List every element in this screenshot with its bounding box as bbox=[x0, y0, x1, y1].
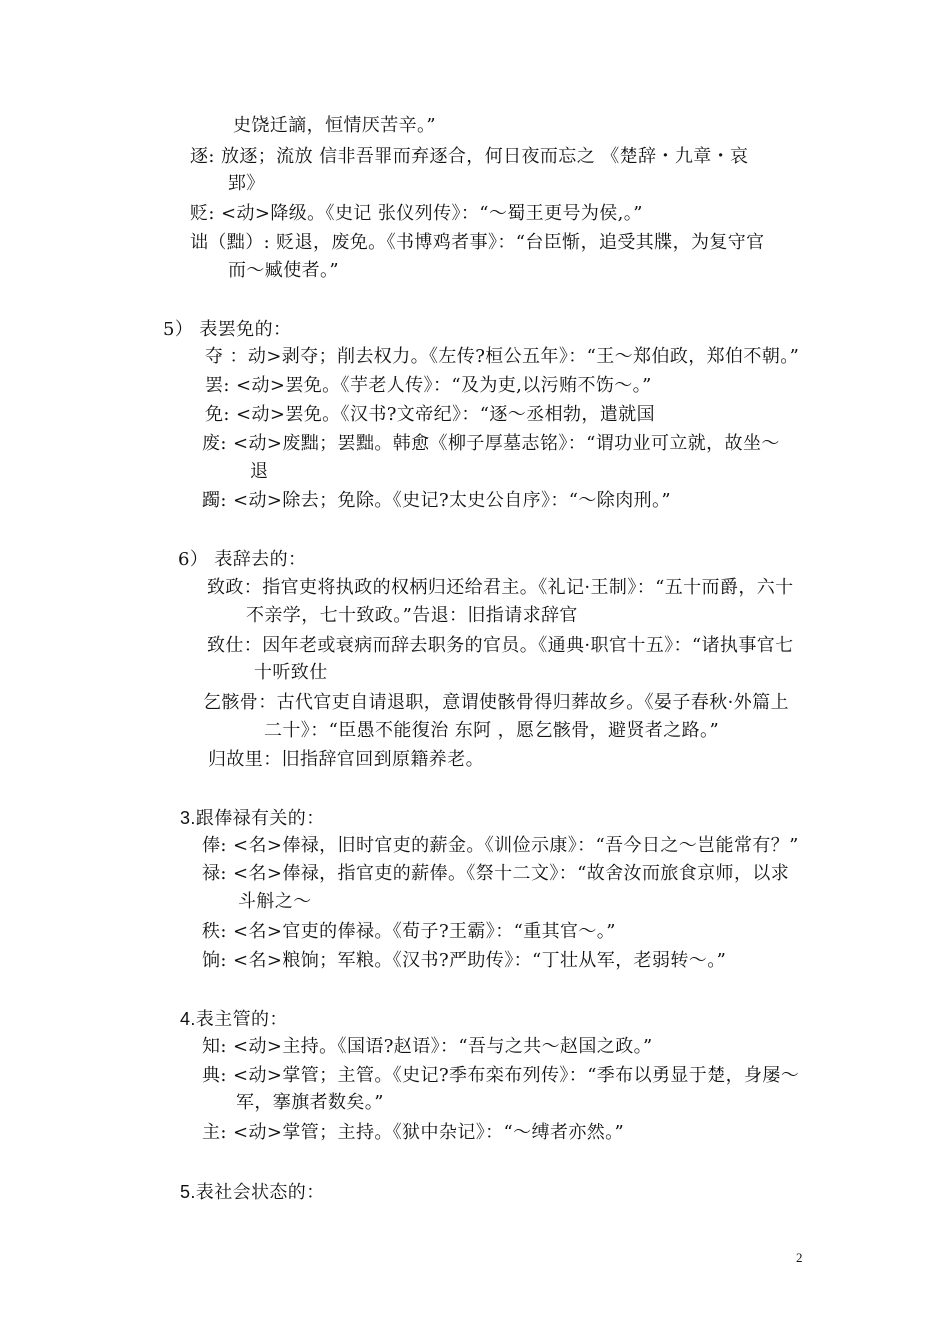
text-line: 致政：指官吏将执政的权柄归还给君主。《礼记·王制》：“五十而爵，六十 bbox=[207, 577, 794, 598]
section-heading: 5.表社会状态的： bbox=[180, 1182, 325, 1202]
text-line: 退 bbox=[250, 461, 269, 482]
text-line: 禄: <名>俸禄，指官吏的薪俸。《祭十二文》：“故舍汝而旅食京师，以求 bbox=[202, 863, 790, 884]
section-heading: 5） 表罢免的： bbox=[163, 319, 292, 340]
text-line: 十听致仕 bbox=[254, 662, 328, 683]
text-line: 归故里：旧指辞官回到原籍养老。 bbox=[208, 749, 484, 770]
text-line: 史饶迁謫，恒情厌苦辛。” bbox=[233, 115, 437, 136]
page-number: 2 bbox=[796, 1250, 803, 1265]
text-line: 逐: 放逐；流放 信非吾罪而弃逐合，何日夜而忘之 《楚辞・九章・哀 bbox=[190, 146, 749, 167]
text-line: 贬: <动>降级。《史记 张仪列传》：“～蜀王更号为侯,。” bbox=[190, 203, 643, 224]
section-heading: 3.跟俸禄有关的： bbox=[180, 808, 325, 828]
text-line: 郢》 bbox=[228, 173, 265, 194]
text-line: 知: <动>主持。《国语?赵语》：“吾与之共～赵国之政。” bbox=[202, 1036, 653, 1057]
text-line: 夺 ：动>剥夺；削去权力。《左传?桓公五年》：“王～郑伯政，郑伯不朝。” bbox=[205, 346, 800, 367]
text-line: 二十》：“臣愚不能復治 东阿 ，愿乞骸骨，避贤者之路。” bbox=[264, 720, 720, 741]
text-line: 诎（黜）: 贬退，废免。《书博鸡者事》：“台臣惭，追受其牒，为复守官 bbox=[190, 232, 765, 253]
text-line: 废: <动>废黜；罢黜。韩愈《柳子厚墓志铭》：“谓功业可立就，故坐～ bbox=[202, 433, 780, 454]
text-line: 躅: <动>除去；免除。《史记?太史公自序》：“～除肉刑。” bbox=[202, 490, 672, 511]
text-line: 秩: <名>官吏的俸禄。《荀子?王霸》：“重其官～。” bbox=[202, 921, 616, 942]
text-line: 典: <动>掌管；主管。《史记?季布栾布列传》：“季布以勇显于楚，身屡～ bbox=[202, 1065, 800, 1086]
text-line: 乞骸骨：古代官吏自请退职，意谓使骸骨得归葬故乡。《晏子春秋·外篇上 bbox=[203, 692, 789, 713]
text-line: 军，搴旗者数矣。” bbox=[236, 1092, 384, 1113]
text-line: 饷: <名>粮饷；军粮。《汉书?严助传》：“丁壮从军，老弱转～。” bbox=[202, 950, 727, 971]
text-line: 免: <动>罢免。《汉书?文帝纪》：“逐～丞相勃，遣就国 bbox=[205, 404, 656, 425]
text-line: 斗斛之～ bbox=[238, 891, 312, 912]
text-line: 而～臧使者。” bbox=[228, 260, 340, 281]
text-line: 主: <动>掌管；主持。《狱中杂记》：“～缚者亦然。” bbox=[202, 1122, 625, 1143]
section-heading: 4.表主管的： bbox=[180, 1009, 288, 1029]
text-line: 致仕：因年老或衰病而辞去职务的官员。《通典·职官十五》：“诸执事官七 bbox=[207, 635, 794, 656]
text-line: 不亲学，七十致政。”告退：旧指请求辞官 bbox=[246, 605, 578, 626]
text-line: 俸: <名>俸禄，旧时官吏的薪金。《训俭示康》：“吾今日之～岂能常有？” bbox=[202, 835, 799, 856]
text-line: 罢: <动>罢免。《芋老人传》：“及为吏,以污贿不饬～。” bbox=[205, 375, 652, 396]
section-heading: 6） 表辞去的： bbox=[178, 549, 307, 570]
